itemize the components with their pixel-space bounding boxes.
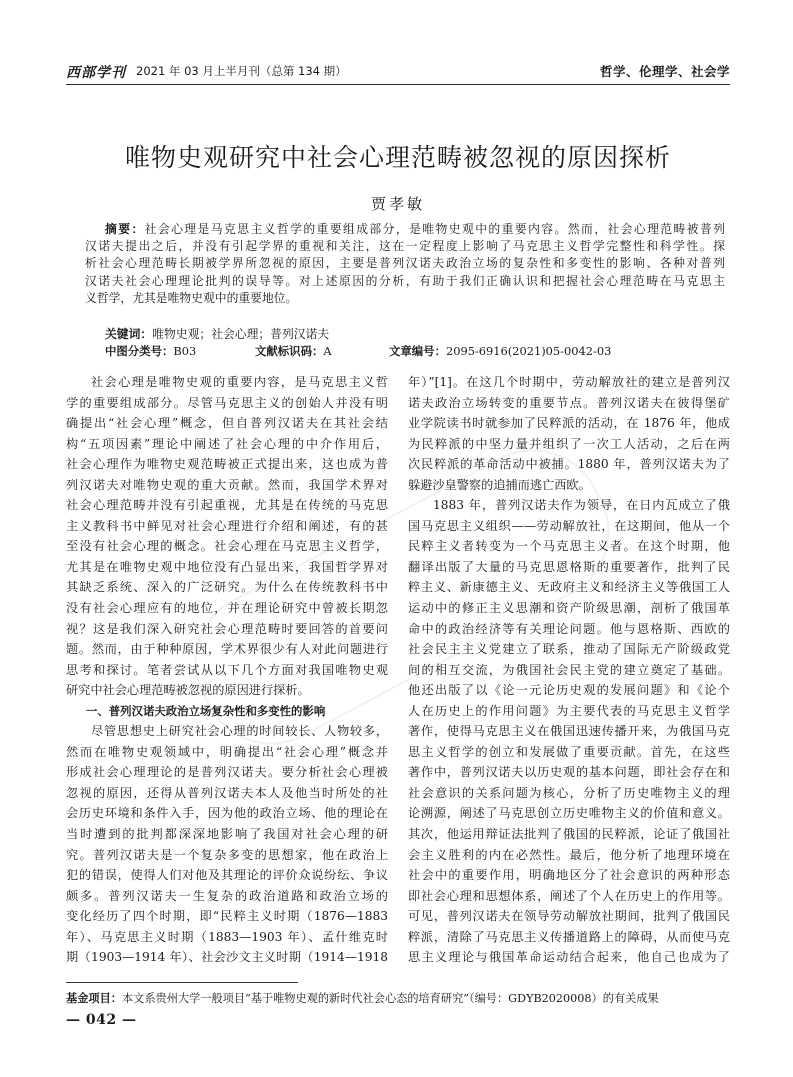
body-text-line: 社会心理作为唯物史观范畴被正式提出来，这也成为普 [66, 457, 388, 472]
body-text-line: 列汉诺夫对唯物史观的重大贡献。然而，我国学术界对 [66, 477, 388, 492]
running-header [66, 62, 730, 84]
body-text-line: 著作，使得马克思主义在俄国迅速传播开来，为俄国马克 [408, 724, 730, 739]
body-text-line: 业学院读书时就参加了民粹派的活动，在 1876 年，他成 [408, 416, 730, 431]
body-text-line: 犯的错误，使得人们对他及其理论的评价众说纷纭、争议 [66, 868, 388, 883]
body-text-line: 变化经历了四个时期，即“民粹主义时期（1876—1883 [66, 909, 388, 924]
body-text-line: 构“五项因素”理论中阐述了社会心理的中介作用后， [66, 436, 388, 451]
body-text-line: 社会心理是唯物史观的重要内容，是马克思主义哲 [91, 375, 388, 389]
body-text-line: 至没有社会心理的概念。社会心理在马克思主义哲学， [66, 539, 388, 554]
body-text-line: 其次，他运用辩证法批判了俄国的民粹派，论证了俄国社 [408, 827, 730, 842]
body-text-line: 次民粹派的革命活动中被捕。1880 年，普列汉诺夫为了 [408, 457, 730, 472]
body-text-line: 尤其是在唯物史观中地位没有凸显出来，我国哲学界对 [66, 559, 388, 574]
body-text-line: 尽管思想史上研究社会心理的时间较长、人物较多， [91, 724, 388, 739]
body-text-line: 即社会心理和思想体系，阐述了个人在历史上的作用等。 [408, 888, 730, 903]
document-code: 文献标识码：A [255, 344, 332, 358]
body-text-line: 学的重要组成部分。尽管马克思主义的创始人并没有明 [66, 395, 388, 410]
body-text-line: 社会民主主义党建立了联系，推动了国际无产阶级政党 [408, 642, 730, 657]
body-text-line: 翻译出版了大量的马克思恩格斯的重要著作，批判了民 [408, 559, 730, 574]
body-text-line: 间的相互交流，为俄国社会民主党的建立奠定了基础。 [408, 662, 730, 677]
body-text-line: 民粹主义者转变为一个马克思主义者。在这个时期，他 [408, 539, 730, 554]
body-text-line: 思主义理论与俄国革命运动结合起来，他自己也成为了 [408, 950, 730, 965]
body-text-line: 粹主义、新康德主义、无政府主义和经济主义等俄国工人 [408, 580, 730, 595]
abstract-line: 析社会心理范畴长期被学界所忽视的原因，主要是普列汉诺夫政治立场的复杂性和多变性的影响、各种对普列 [85, 256, 725, 271]
article-number: 文章编号：2095-6916(2021)05-0042-03 [389, 344, 612, 358]
page-number: — 042 — [66, 1012, 137, 1028]
body-text-line: 研究中社会心理范畴被忽视的原因进行探析。 [66, 683, 310, 698]
body-text-line: 为民粹派的中坚力量并组织了一次工人活动，之后在两 [408, 436, 730, 451]
body-text-line: 忽视的原因，还得从普列汉诺夫本人及他当时所处的社 [66, 785, 388, 800]
classification-row [105, 343, 725, 359]
keywords [105, 325, 329, 342]
body-text-line: 年）”[1]。在这几个时期中，劳动解放社的建立是普列汉 [408, 375, 730, 389]
body-text-line: 形成社会心理理论的是普列汉诺夫。要分析社会心理被 [66, 765, 388, 780]
body-text-line: 可见，普列汉诺夫在领导劳动解放社期间，批判了俄国民 [408, 909, 730, 924]
clc-code: 中图分类号：B03 [105, 344, 197, 358]
body-text-line: 诺夫政治立场转变的重要节点。普列汉诺夫在彼得堡矿 [408, 395, 730, 410]
abstract-line: 汉诺夫提出之后，并没有引起学界的重视和关注，这在一定程度上影响了马克思主义哲学完整性和科学性。探 [85, 239, 725, 254]
abstract-line: 义哲学，尤其是唯物史观中的重要地位。 [85, 290, 298, 305]
footnote-rule [66, 982, 298, 983]
body-text-line: 社会意识的关系问题为核心，分析了历史唯物主义的理 [408, 785, 730, 800]
body-text-line: 主义教科书中鲜见对社会心理进行介绍和阐述，有的甚 [66, 518, 388, 533]
body-text-line: 视？这是我们深入研究社会心理范畴时要回答的首要问 [66, 621, 388, 636]
body-text-line: 人在历史上的作用问题》为主要代表的马克思主义哲学 [408, 703, 730, 718]
abstract-label: 摘要： [105, 222, 145, 236]
funding-note [66, 990, 659, 1006]
body-text-line: 论溯源，阐述了马克思创立历史唯物主义的价值和意义。 [408, 806, 730, 821]
funding-text: 本文系贵州大学一般项目“基于唯物史观的新时代社会心态的培育研究”（编号：GDYB2020008）的有关成果 [121, 992, 659, 1005]
body-text-line: 然而在唯物史观领域中，明确提出“社会心理”概念并 [66, 744, 388, 759]
abstract-line: 摘要：社会心理是马克思主义哲学的重要组成部分，是唯物史观中的重要内容。然而，社会心理范畴被普列 [105, 222, 725, 236]
body-text-line: 思主义哲学的创立和发展做了重要贡献。首先，在这些 [408, 744, 730, 759]
abstract [85, 221, 725, 307]
body-text-line: 运动中的修正主义思潮和资产阶级思潮，剖析了俄国革 [408, 601, 730, 616]
keywords-value: 唯物史观；社会心理；普列汉诺夫 [152, 327, 330, 341]
body-text-line: 确提出“社会心理”概念，但自普列汉诺夫在其社会结 [66, 416, 388, 431]
author-name: 贾孝敏 [370, 195, 425, 213]
article-title: 唯物史观研究中社会心理范畴被忽视的原因探析 [124, 143, 671, 172]
keywords-label: 关键词： [105, 327, 153, 341]
body-text-line: 当时遭到的批判都深深地影响了我国对社会心理的研 [66, 827, 388, 842]
body-text-line: 颇多。普列汉诺夫一生复杂的政治道路和政治立场的 [66, 888, 388, 903]
body-text-line: 究。普列汉诺夫是一个复杂多变的思想家，他在政治上 [66, 847, 388, 862]
body-text-line: 没有社会心理应有的地位，并在理论研究中曾被长期忽 [66, 601, 388, 616]
body-text-line: 社会中的重要作用，明确地区分了社会意识的两种形态 [408, 868, 730, 883]
body-text-line: 著作中，普列汉诺夫以历史观的基本问题，即社会存在和 [408, 765, 730, 780]
body-column-right [408, 372, 730, 968]
issue-info: 2021 年 03 月上半月刊（总第 134 期） [136, 64, 347, 78]
journal-logo: 西部学刊 [66, 65, 126, 81]
body-text-line: 社会心理范畴并没有引起重视，尤其是在传统的马克思 [66, 498, 388, 513]
body-text-line: 思考和探讨。笔者尝试从以下几个方面对我国唯物史观 [66, 662, 388, 677]
body-text-line: 年）、马克思主义时期（1883—1903 年）、孟什维克时 [66, 929, 388, 944]
body-text-line: 会历史环境和条件入手，因为他的政治立场、他的理论在 [66, 806, 388, 821]
body-text-line: 他还出版了以《论一元论历史观的发展问题》和《论个 [408, 683, 730, 698]
body-text-line: 躲避沙皇警察的追捕而逃亡西欧。 [408, 477, 591, 492]
body-text-line: 其缺乏系统、深入的广泛研究。为什么在传统教科书中 [66, 580, 388, 595]
header-rule [66, 84, 730, 85]
body-text-line: 1883 年，普列汉诺夫作为领导，在日内瓦成立了俄 [433, 498, 730, 513]
body-text-line: 期（1903—1914 年）、社会沙文主义时期（1914—1918 [66, 950, 388, 965]
abstract-line: 汉诺夫社会心理理论批判的误导等。对上述原因的分析，有助于我们正确认识和把握社会心理范畴在马克思主 [85, 273, 725, 288]
body-text-line: 命中的政治经济等有关理论问题。他与恩格斯、西欧的 [408, 621, 730, 636]
body-column-left [66, 372, 388, 968]
body-text-line: 粹派，清除了马克思主义传播道路上的障碍，从而使马克 [408, 929, 730, 944]
section-heading: 一、普列汉诺夫政治立场复杂性和多变性的影响 [86, 703, 326, 718]
body-text-line: 题。然而，由于种种原因，学术界很少有人对此问题进行 [66, 642, 388, 657]
section-title: 哲学、伦理学、社会学 [599, 64, 730, 79]
body-text-line: 国马克思主义组织——劳动解放社，在这期间，他从一个 [408, 518, 730, 533]
body-text-line: 会主义胜利的内在必然性。最后，他分析了地理环境在 [408, 847, 730, 862]
funding-label: 基金项目： [66, 992, 122, 1005]
